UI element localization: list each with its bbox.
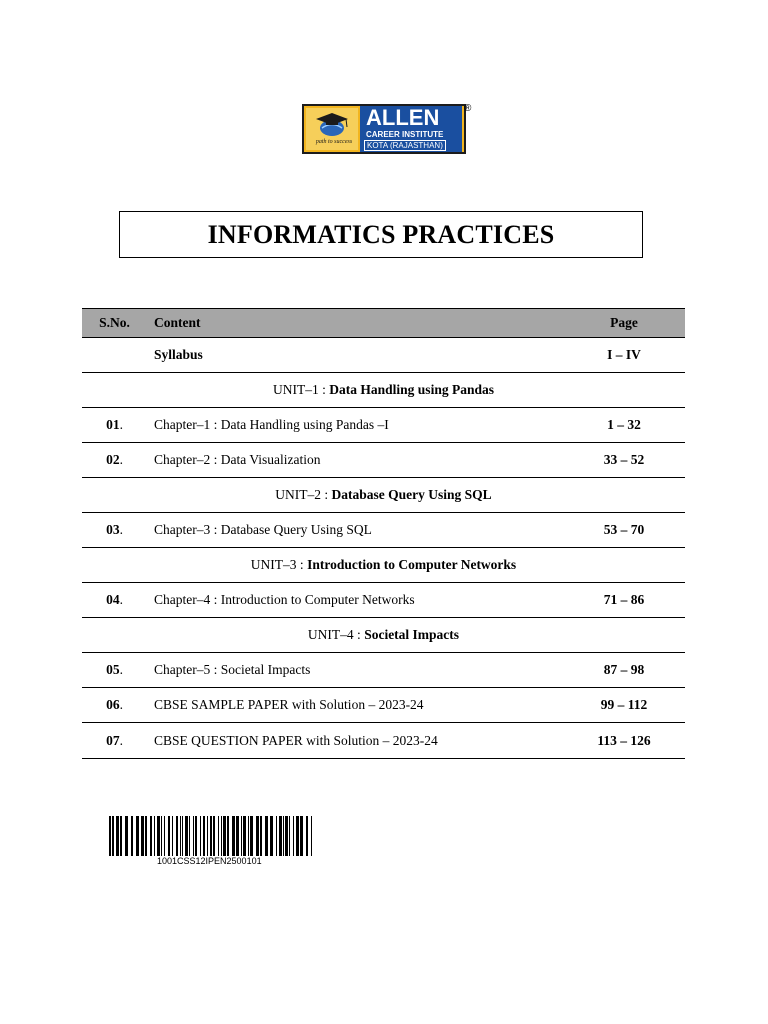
barcode-bar — [180, 816, 181, 856]
registered-mark: ® — [464, 103, 472, 114]
row-sno: 01 — [106, 417, 120, 432]
unit-name: Introduction to Computer Networks — [307, 557, 517, 572]
table-row: 05. Chapter–5 : Societal Impacts 87 – 98 — [82, 653, 685, 688]
barcode-bar — [116, 816, 119, 856]
barcode-bar — [285, 816, 288, 856]
barcode-bar — [172, 816, 173, 856]
unit-prefix: UNIT–2 — [275, 487, 322, 502]
row-page: 71 – 86 — [563, 583, 685, 618]
barcode-bar — [136, 816, 139, 856]
barcode-bar — [168, 816, 170, 856]
row-page: 113 – 126 — [563, 723, 685, 759]
logo-line1: CAREER INSTITUTE — [366, 130, 444, 139]
unit-prefix: UNIT–3 — [250, 557, 297, 572]
row-content: Chapter–5 : Societal Impacts — [147, 653, 563, 688]
barcode-bar — [256, 816, 259, 856]
barcode-bar — [260, 816, 262, 856]
barcode-bar — [223, 816, 226, 856]
unit-row: UNIT–3 : Introduction to Computer Networks — [82, 548, 685, 583]
logo-line2: KOTA (RAJASTHAN) — [364, 140, 446, 151]
table-row: 07. CBSE QUESTION PAPER with Solution – 2023-24 113 – 126 — [82, 723, 685, 759]
barcode-bar — [141, 816, 144, 856]
page-title: INFORMATICS PRACTICES — [207, 219, 555, 249]
barcode-bar — [120, 816, 122, 856]
barcode-bar — [241, 816, 242, 856]
syllabus-page: I – IV — [563, 338, 685, 373]
title-box — [119, 211, 643, 258]
unit-row: UNIT–1 : Data Handling using Pandas — [82, 373, 685, 408]
barcode-bar — [293, 816, 294, 856]
barcode-bar — [112, 816, 114, 856]
unit-row: UNIT–4 : Societal Impacts — [82, 618, 685, 653]
row-page: 87 – 98 — [563, 653, 685, 688]
row-content: Chapter–3 : Database Query Using SQL — [147, 513, 563, 548]
barcode-bar — [161, 816, 162, 856]
contents-table — [82, 308, 685, 759]
barcode-bar — [243, 816, 246, 856]
row-sno: 02 — [106, 452, 120, 467]
barcode-bar — [250, 816, 253, 856]
header-content: Content — [147, 309, 563, 338]
barcode-bar — [200, 816, 201, 856]
table-row: 02. Chapter–2 : Data Visualization 33 – 52 — [82, 443, 685, 478]
barcode-bar — [289, 816, 290, 856]
row-page: 99 – 112 — [563, 688, 685, 723]
barcode-bar — [218, 816, 219, 856]
row-content: CBSE SAMPLE PAPER with Solution – 2023-24 — [147, 688, 563, 723]
row-sno: 03 — [106, 522, 120, 537]
unit-prefix: UNIT–4 — [307, 627, 354, 642]
row-content: Chapter–2 : Data Visualization — [147, 443, 563, 478]
table-row: 06. CBSE SAMPLE PAPER with Solution – 2023-24 99 – 112 — [82, 688, 685, 723]
row-page: 33 – 52 — [563, 443, 685, 478]
barcode — [109, 816, 314, 856]
table-row — [82, 338, 685, 373]
barcode-bar — [154, 816, 155, 856]
barcode-bar — [236, 816, 239, 856]
barcode-bar — [189, 816, 190, 856]
barcode-bar — [164, 816, 165, 856]
barcode-bar — [193, 816, 194, 856]
unit-name: Societal Impacts — [364, 627, 460, 642]
row-content: Chapter–1 : Data Handling using Pandas –I — [147, 408, 563, 443]
unit-prefix: UNIT–1 — [273, 382, 319, 397]
barcode-bar — [145, 816, 147, 856]
header-page: Page — [563, 309, 685, 338]
row-sno: 05 — [106, 662, 120, 677]
header-sno: S.No. — [82, 309, 147, 338]
barcode-bar — [182, 816, 183, 856]
allen-logo — [302, 103, 472, 154]
barcode-bar — [157, 816, 160, 856]
barcode-number: 1001CSS12IPEN2500101 — [157, 856, 262, 866]
barcode-bar — [109, 816, 111, 856]
row-content: Chapter–4 : Introduction to Computer Networks — [147, 583, 563, 618]
barcode-bar — [232, 816, 235, 856]
row-sno: 07 — [106, 732, 120, 748]
barcode-bar — [213, 816, 215, 856]
unit-name: Data Handling using Pandas — [329, 382, 494, 397]
logo-tagline: path to success — [315, 139, 353, 145]
barcode-bar — [185, 816, 188, 856]
barcode-bar — [306, 816, 308, 856]
barcode-bar — [248, 816, 249, 856]
barcode-bar — [195, 816, 197, 856]
unit-name: Database Query Using SQL — [331, 487, 492, 502]
row-content: CBSE QUESTION PAPER with Solution – 2023-24 — [147, 723, 563, 759]
barcode-bar — [125, 816, 128, 856]
barcode-bar — [270, 816, 273, 856]
row-page: 1 – 32 — [563, 408, 685, 443]
emblem — [306, 108, 358, 150]
barcode-bar — [203, 816, 205, 856]
barcode-bar — [150, 816, 152, 856]
barcode-bar — [296, 816, 299, 856]
barcode-bar — [131, 816, 133, 856]
unit-row: UNIT–2 : Database Query Using SQL — [82, 478, 685, 513]
table-row: 04. Chapter–4 : Introduction to Computer Networks 71 – 86 — [82, 583, 685, 618]
barcode-bar — [311, 816, 312, 856]
barcode-bar — [279, 816, 282, 856]
barcode-bar — [265, 816, 268, 856]
table-header-row — [82, 309, 685, 338]
barcode-bar — [227, 816, 229, 856]
mortarboard-globe-icon — [312, 111, 352, 137]
logo-brand: ALLEN — [366, 105, 440, 130]
barcode-bar — [283, 816, 284, 856]
row-page: 53 – 70 — [563, 513, 685, 548]
barcode-bar — [221, 816, 222, 856]
table-row: 03. Chapter–3 : Database Query Using SQL 53 – 70 — [82, 513, 685, 548]
barcode-bar — [276, 816, 277, 856]
barcode-bar — [300, 816, 303, 856]
barcode-bar — [176, 816, 178, 856]
barcode-bar — [207, 816, 208, 856]
barcode-bar — [210, 816, 212, 856]
row-sno: 04 — [106, 592, 120, 607]
syllabus-label: Syllabus — [147, 338, 563, 373]
row-sno: 06 — [106, 697, 120, 712]
table-row: 01. Chapter–1 : Data Handling using Pandas –I 1 – 32 — [82, 408, 685, 443]
